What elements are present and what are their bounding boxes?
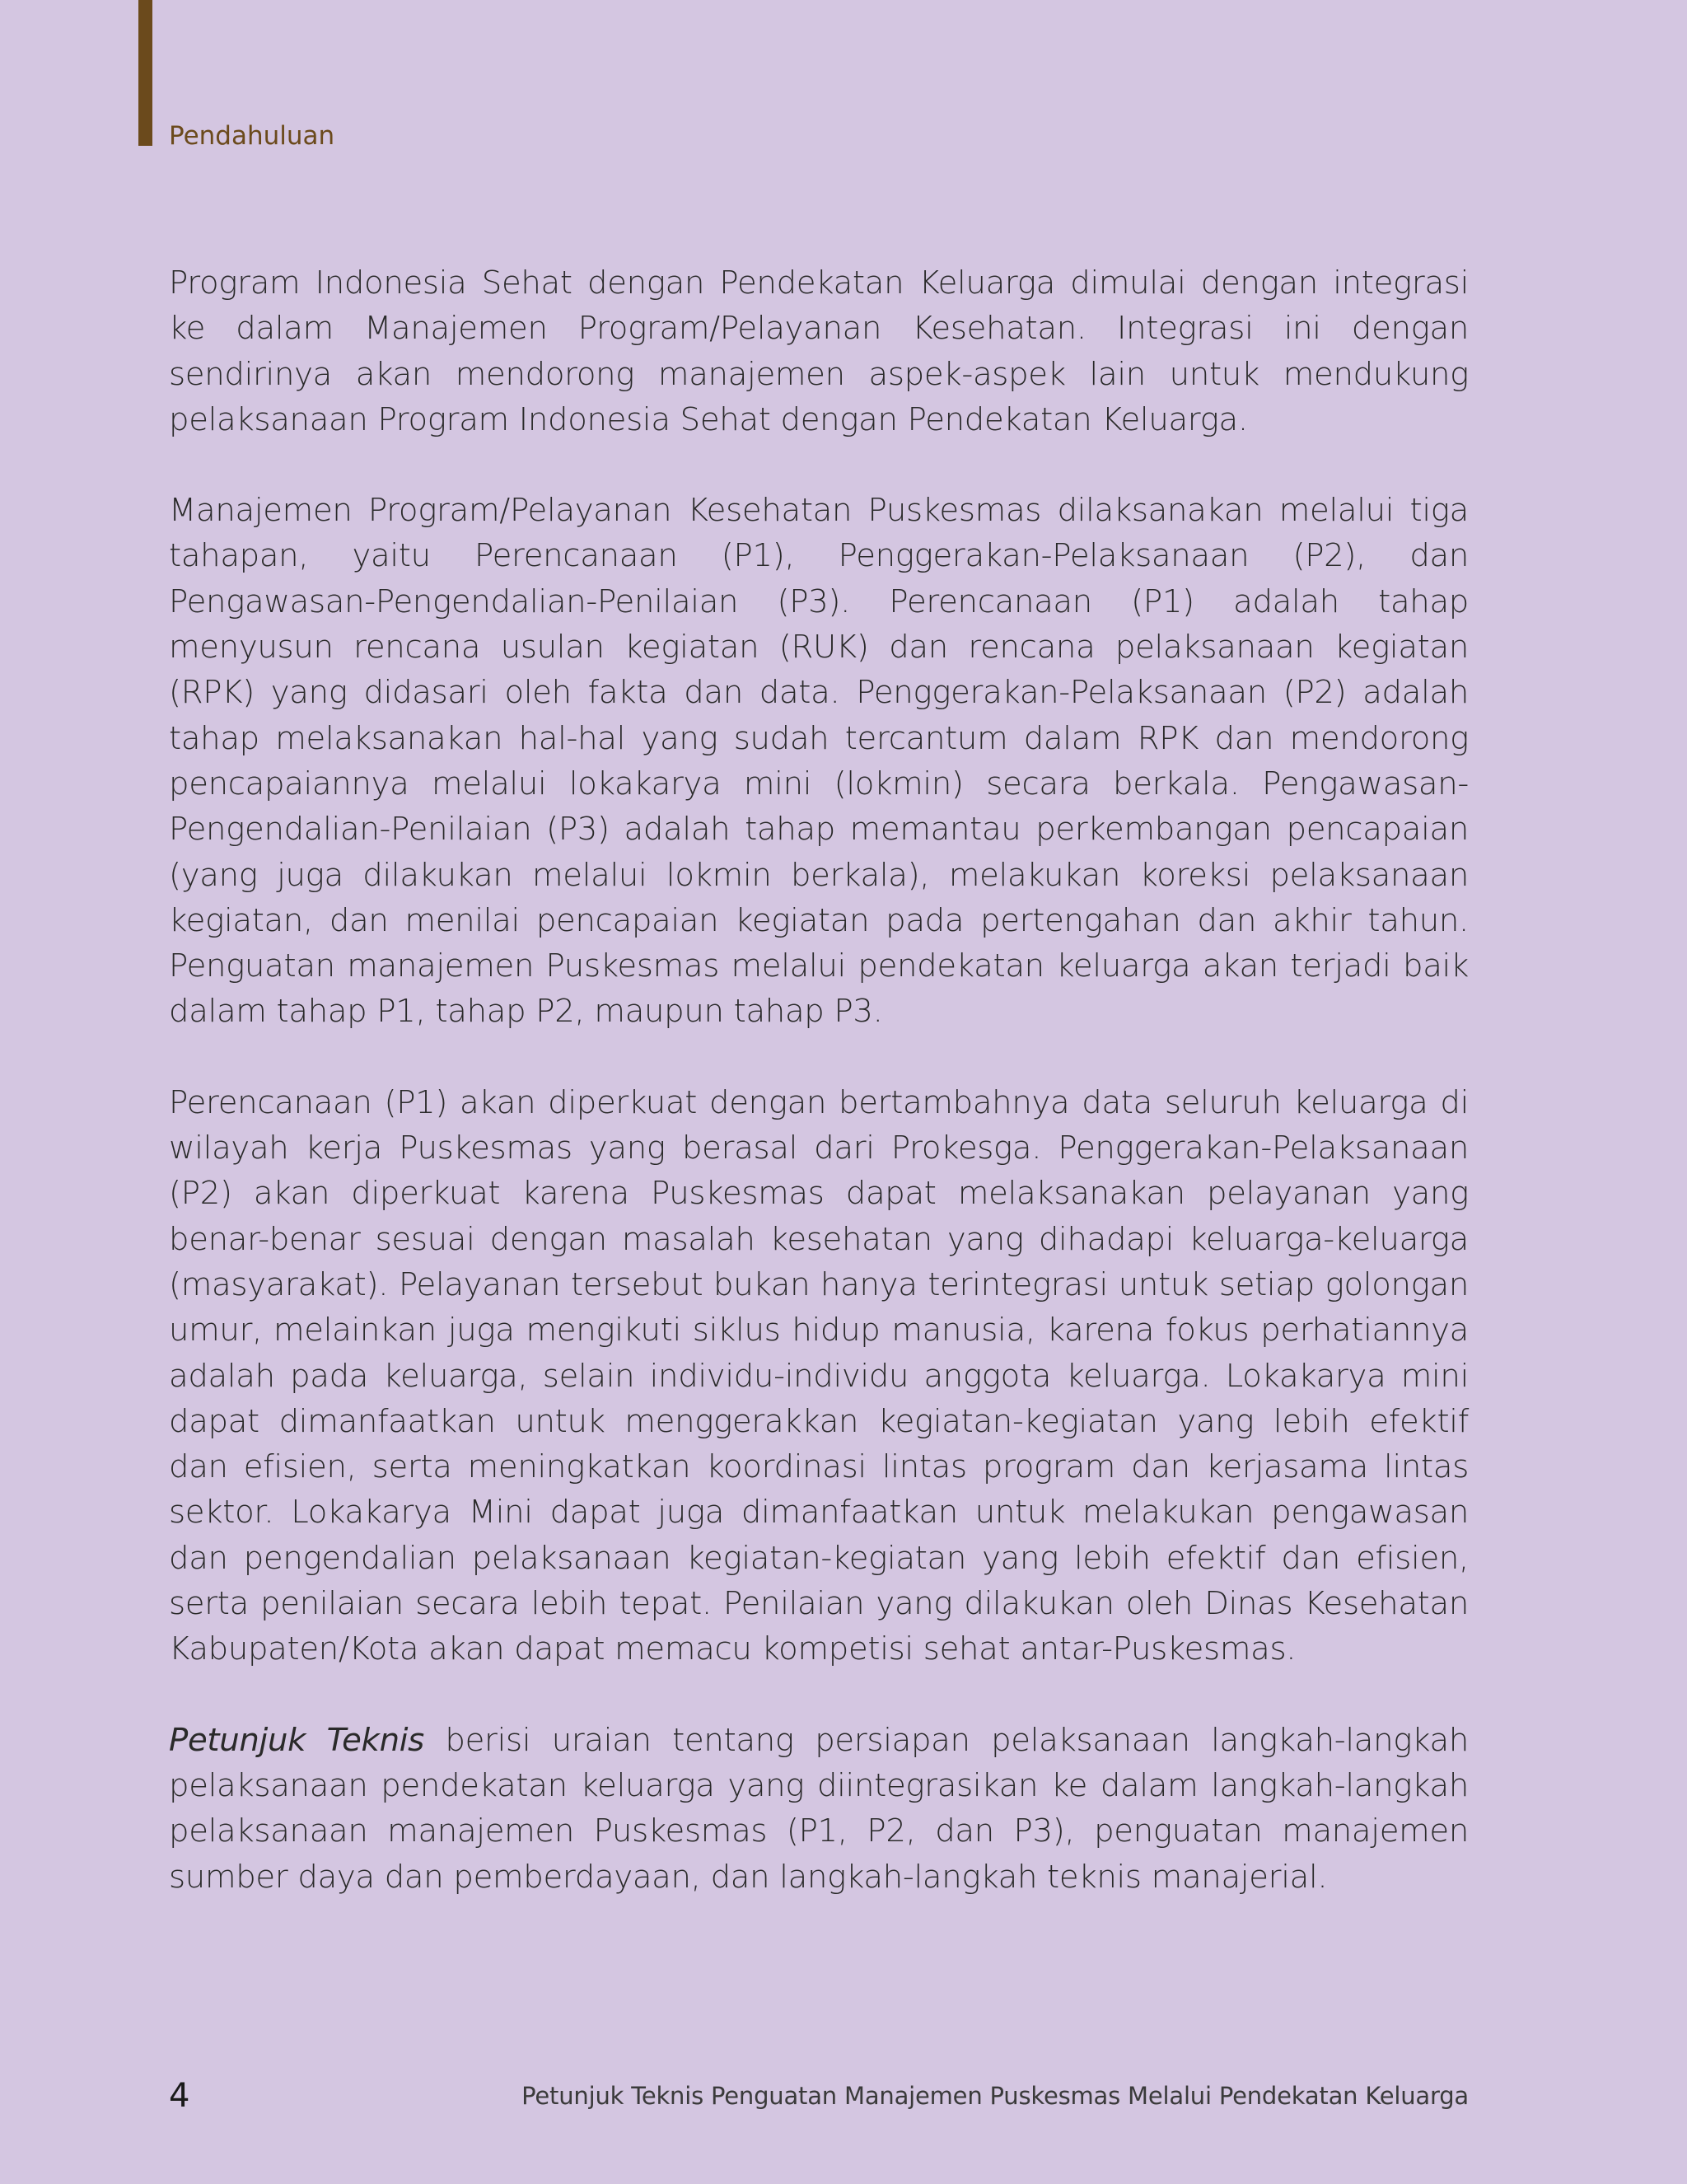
paragraph-1: Program Indonesia Sehat dengan Pendekatan Keluarga dimulai dengan integrasi ke dalam Manajemen Program/Pelayanan Kesehatan. Integrasi ini dengan sendirinya akan mendorong manajemen aspek-aspek lain untuk mendukung pelaksanaan Program Indonesia Sehat dengan Pendekatan Keluarga. [169,264,1469,438]
paragraph-4-italic-title: Petunjuk Teknis [169,1721,424,1759]
footer-document-title: Petunjuk Teknis Penguatan Manajemen Puskesmas Melalui Pendekatan Keluarga [521,2082,1469,2110]
page-number: 4 [169,2077,190,2115]
body-content [169,260,1469,1945]
paragraph-3: Perencanaan (P1) akan diperkuat dengan bertambahnya data seluruh keluarga di wilayah kerja Puskesmas yang berasal dari Prokesga. Penggerakan-Pelaksanaan (P2) akan diperkuat karena Puskesmas dapat melaksanakan pelayanan yang benar-benar sesuai dengan masalah kesehatan yang dihadapi keluarga-keluarga (masyarakat). Pelayanan tersebut bukan hanya terintegrasi untuk setiap golongan umur, melainkan juga mengikuti siklus hidup manusia, karena fokus perhatiannya adalah pada keluarga, selain individu-individu anggota keluarga. Lokakarya mini dapat dimanfaatkan untuk menggerakkan kegiatan-kegiatan yang lebih efektif dan efisien, serta meningkatkan koordinasi lintas program dan kerjasama lintas sektor. Lokakarya Mini dapat juga dimanfaatkan untuk melakukan pengawasan dan pengendalian pelaksanaan kegiatan-kegiatan yang lebih efektif dan efisien, serta penilaian secara lebih tepat. Penilaian yang dilakukan oleh Dinas Kesehatan Kabupaten/Kota akan dapat memacu kompetisi sehat antar-Puskesmas. [169,1083,1469,1668]
paragraph-4 [169,1718,1469,1900]
section-label: Pendahuluan [169,121,335,151]
paragraph-2: Manajemen Program/Pelayanan Kesehatan Puskesmas dilaksanakan melalui tiga tahapan, yaitu Perencanaan (P1), Penggerakan-Pelaksanaan (P2), dan Pengawasan-Pengendalian-Penilaian (P3). Perencanaan (P1) adalah tahap menyusun rencana usulan kegiatan (RUK) dan rencana pelaksanaan kegiatan (RPK) yang didasari oleh fakta dan data. Penggerakan-Pelaksanaan (P2) adalah tahap melaksanakan hal-hal yang sudah tercantum dalam RPK dan mendorong pencapaiannya melalui lokakarya mini (lokmin) secara berkala. Pengawasan-Pengendalian-Penilaian (P3) adalah tahap memantau perkembangan pencapaian (yang juga dilakukan melalui lokmin berkala), melakukan koreksi pelaksanaan kegiatan, dan menilai pencapaian kegiatan pada pertengahan dan akhir tahun. Penguatan manajemen Puskesmas melalui pendekatan keluarga akan terjadi baik dalam tahap P1, tahap P2, maupun tahap P3. [169,492,1469,1031]
paragraph-4-text: berisi uraian tentang persiapan pelaksanaan langkah-langkah pelaksanaan pendekatan keluarga yang diintegrasikan ke dalam langkah-langkah pelaksanaan manajemen Puskesmas (P1, P2, dan P3), penguatan manajemen sumber daya dan pemberdayaan, dan langkah-langkah teknis manajerial. [169,1721,1469,1896]
section-accent-bar [138,0,152,146]
